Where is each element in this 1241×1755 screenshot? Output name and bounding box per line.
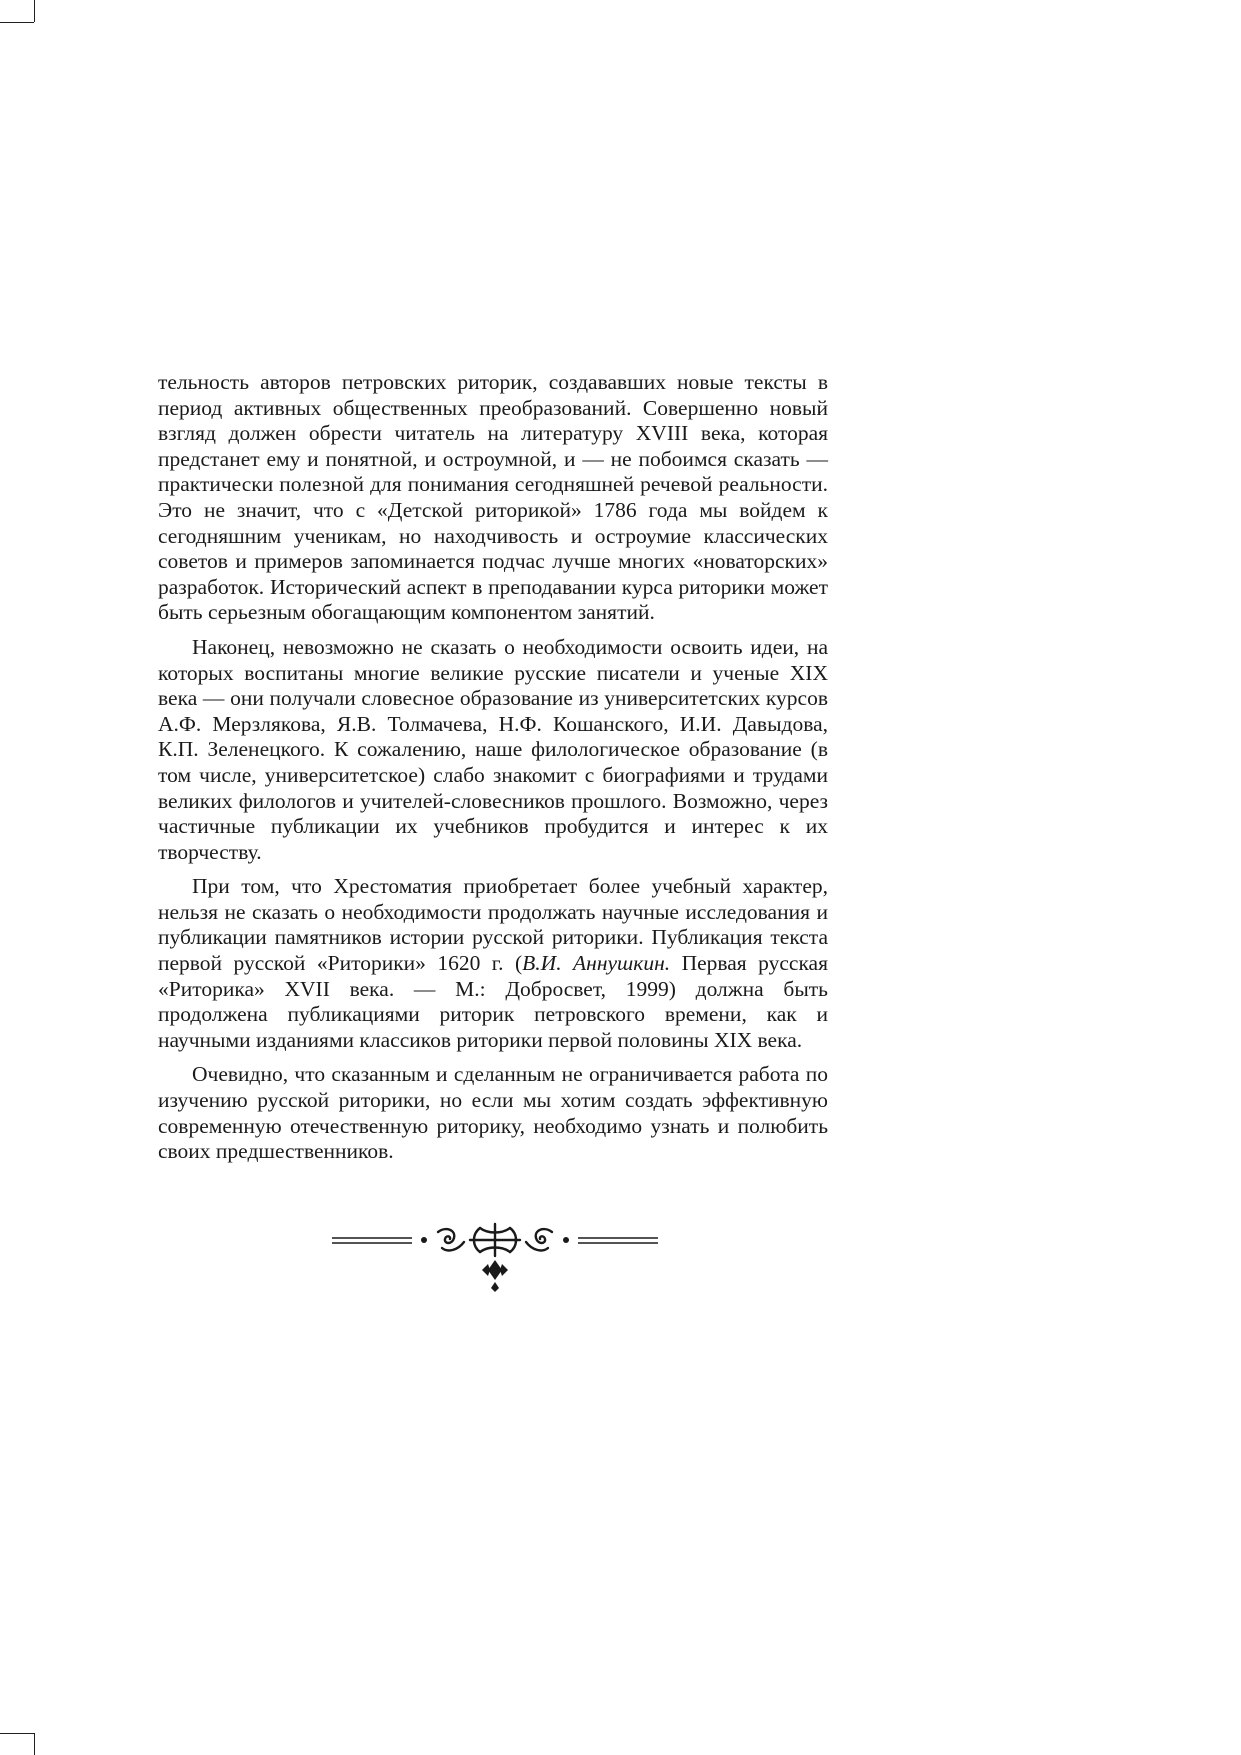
decorative-vignette-icon xyxy=(330,1218,660,1293)
crop-mark-top-vertical xyxy=(34,0,35,22)
crop-mark-bottom-horizontal xyxy=(0,1733,34,1734)
paragraph-3-italic-author: В.И. Аннушкин. xyxy=(522,951,671,976)
crop-mark-top-horizontal xyxy=(0,22,34,23)
paragraph-3-text-after: Первая русская «Риторика» XVII века. — М.: Добросвет, 1999) должна быть продолжена публикациями риторик петровского времени, как и научными изданиями классиков риторики первой половины XIX века. xyxy=(158,951,828,1052)
paragraph-3-text-before: При том, что Хрестоматия приобретает более учебный характер, нельзя не сказать о необходимости продолжать научные исследования и публикации памятников истории русской риторики. Публикация текста первой русской «Риторики» 1620 г. ( xyxy=(158,874,828,976)
crop-mark-bottom-vertical xyxy=(34,1733,35,1755)
paragraph-2: Наконец, невозможно не сказать о необходимости освоить идеи, на которых воспитаны многие великие русские писатели и ученые XIX века — они получали словесное образование из университетских курсов А.Ф. Мерзлякова, Я.В. Толмачева, Н.Ф. Кошанского, И.И. Давыдова, К.П. Зеленецкого. К сожалению, наше филологическое образование (в том числе, университетское) слабо знакомит с биографиями и трудами великих филологов и учителей-словесников прошлого. Возможно, через частичные публикации их учебников пробудится и интерес к их творчеству. xyxy=(158,634,828,864)
body-text xyxy=(158,370,828,1167)
paragraph-4: Очевидно, что сказанным и сделанным не ограничивается работа по изучению русской риторики, но если мы хотим создать эффективную современную отечественную риторику, необходимо узнать и полюбить своих предшественников. xyxy=(158,1062,828,1164)
paragraph-1: тельность авторов петровских риторик, создававших новые тексты в период активных общественных преобразований. Совершенно новый взгляд должен обрести читатель на литературу XVIII века, которая предстанет ему и понятной, и остроумной, и — не побоимся сказать — практически полезной для понимания сегодняшней речевой реальности. Это не значит, что с «Детской риторикой» 1786 года мы войдем к сегодняшним ученикам, но находчивость и остроумие классических советов и примеров запоминается подчас лучше многих «новаторских» разработок. Исторический аспект в преподавании курса риторики может быть серьезным обогащающим компонентом занятий. xyxy=(158,370,828,625)
paragraph-3 xyxy=(158,874,828,1053)
